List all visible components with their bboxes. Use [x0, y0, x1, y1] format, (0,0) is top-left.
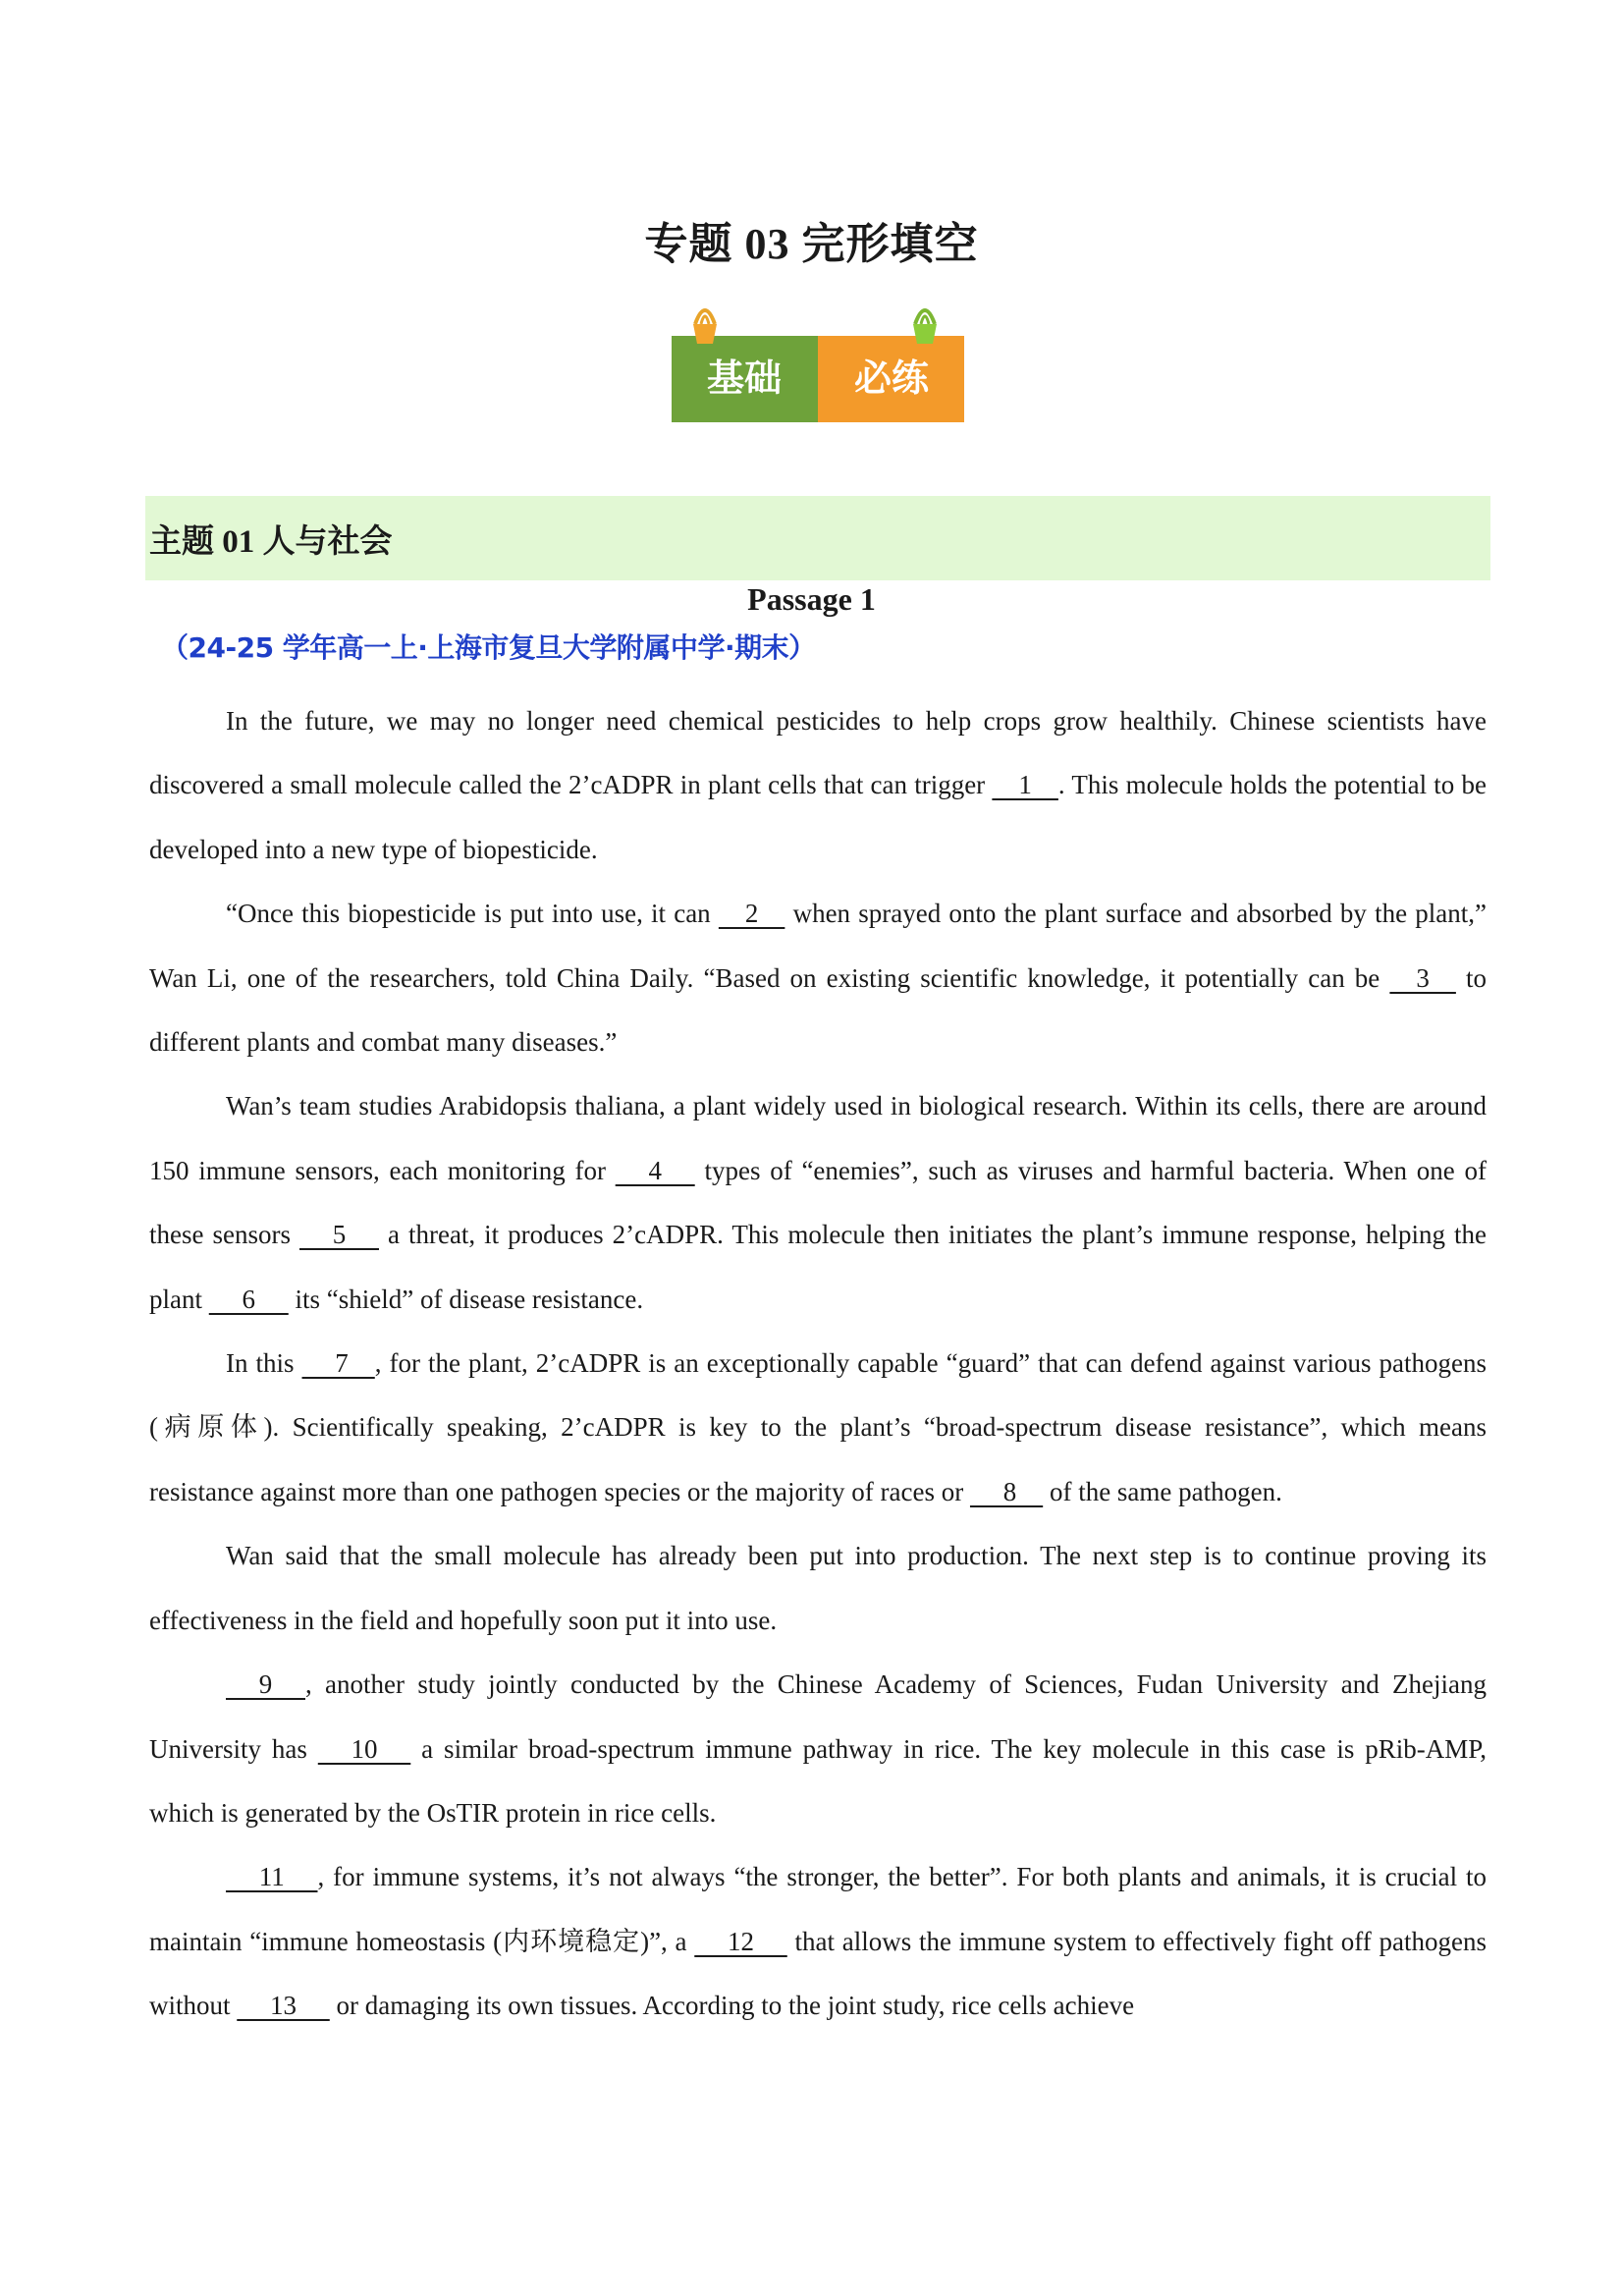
passage-body: [149, 689, 1487, 2039]
badge-left-text: 基础: [706, 356, 783, 400]
blank-10[interactable]: 10: [317, 1733, 411, 1764]
blank-6[interactable]: 6: [208, 1284, 289, 1314]
paragraph-4: In this 7 , for the plant, 2’cADPR is an exceptionally capable “guard” that can defend against various pathogens (病原体). Scientifically speaking, 2’cADPR is key to the plant’s “broad-spectrum disease resistance”, which means resistance against more than one pathogen species or the majority of races or 8 of the same pathogen.: [149, 1332, 1487, 1524]
paragraph-2: “Once this biopesticide is put into use, it can 2 when sprayed onto the plant surface and absorbed by the plant,” Wan Li, one of the researchers, told China Daily. “Based on existing scientific knowledge, it potentially can be 3 to different plants and combat many diseases.”: [149, 882, 1487, 1074]
paragraph-1: In the future, we may no longer need chemical pesticides to help crops grow healthily. Chinese scientists have discovered a small molecule called the 2’cADPR in plant cells that can trigger 1 . This molecule holds the potential to be developed into a new type of biopesticide.: [149, 706, 1487, 864]
blank-12[interactable]: 12: [694, 1926, 787, 1956]
topic-heading: [145, 496, 1490, 580]
blank-1[interactable]: 1: [992, 770, 1058, 800]
section-badge: [672, 295, 964, 424]
page-title: 专题 03 完形填空: [644, 220, 979, 268]
blank-4[interactable]: 4: [615, 1155, 695, 1185]
left-binder-clip-icon: [693, 310, 717, 344]
topic-label: 主题 01 人与社会: [149, 523, 393, 560]
paragraph-5: Wan said that the small molecule has already been put into production. The next step is to continue proving its effectiveness in the field and hopefully soon put it into use.: [149, 1541, 1487, 1635]
blank-13[interactable]: 13: [237, 1991, 330, 2021]
paragraph-3: Wan’s team studies Arabidopsis thaliana, a plant widely used in biological research. Within its cells, there are around 150 immune sensors, each monitoring for 4 types of “enemies”, such as viruses and harmful bacteria. When one of these sensors 5 a threat, it produces 2’cADPR. This molecule then initiates the plant’s immune response, helping the plant 6 its “shield” of disease resistance.: [149, 1074, 1487, 1332]
passage-title: Passage 1: [747, 581, 876, 617]
blank-7[interactable]: 7: [301, 1348, 375, 1379]
right-binder-clip-icon: [913, 310, 937, 344]
blank-8[interactable]: 8: [969, 1476, 1044, 1506]
blank-9[interactable]: 9: [226, 1669, 305, 1700]
passage-source: （24-25 学年高一上·上海市复旦大学附属中学·期末）: [161, 631, 816, 664]
blank-2[interactable]: 2: [718, 899, 785, 929]
blank-3[interactable]: 3: [1389, 962, 1456, 993]
blank-5[interactable]: 5: [298, 1220, 379, 1250]
paragraph-6: 9 , another study jointly conducted by the Chinese Academy of Sciences, Fudan University and Zhejiang University has 10 a similar broad-spectrum immune pathway in rice. The key molecule in this case is pRib-AMP, which is generated by the OsTIR protein in rice cells.: [149, 1653, 1487, 1845]
badge-right-text: 必练: [853, 356, 930, 400]
paragraph-7: 11 , for immune systems, it’s not always “the stronger, the better”. For both plants and animals, it is crucial to maintain “immune homeostasis (内环境稳定)”, a 12 that allows the immune system to effectively fight off pathogens without 13 or damaging its own tissues. According to the joint study, rice cells achieve: [149, 1845, 1487, 2038]
blank-11[interactable]: 11: [226, 1862, 318, 1892]
